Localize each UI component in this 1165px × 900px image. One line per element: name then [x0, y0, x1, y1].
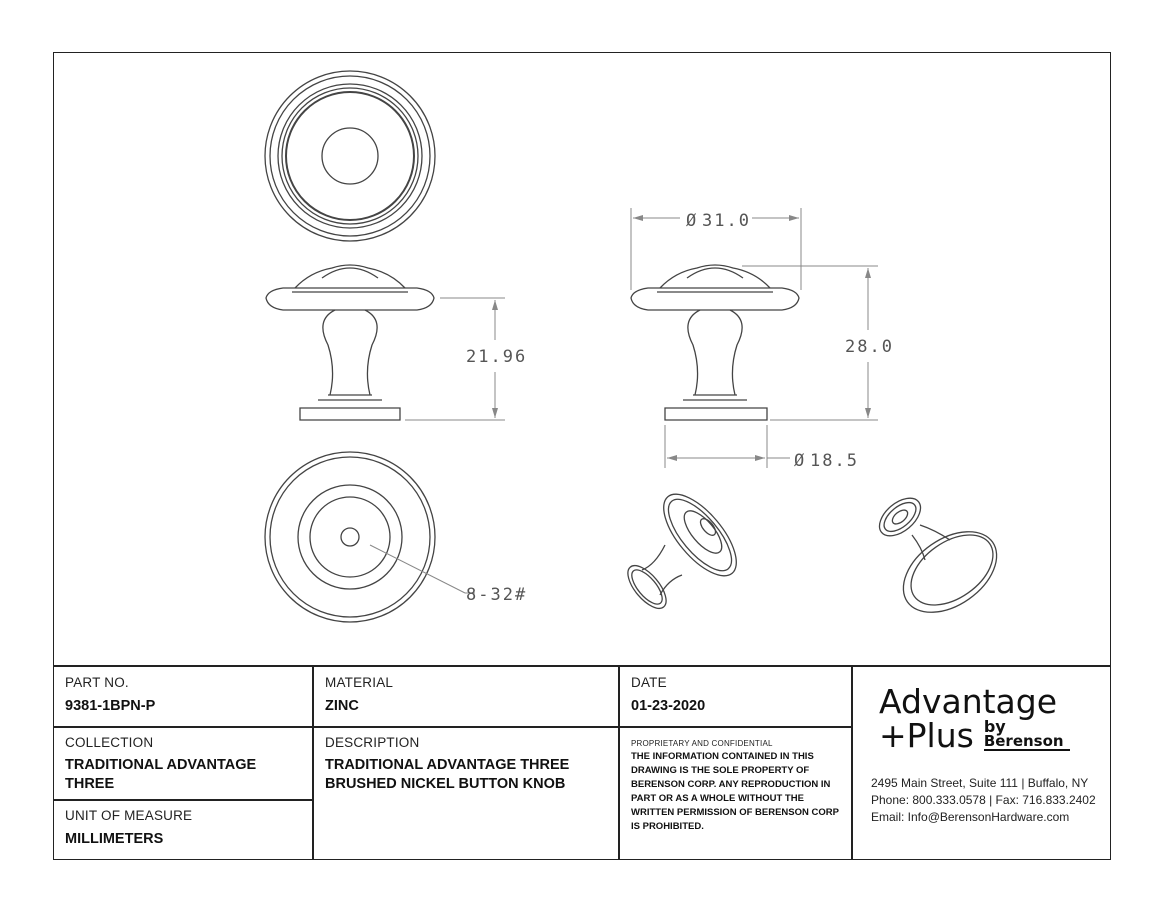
collection-cell — [65, 735, 256, 792]
front-view-left — [266, 265, 434, 420]
description-value-line2: BRUSHED NICKEL BUTTON KNOB — [325, 776, 566, 792]
proprietary-text: THE INFORMATION CONTAINED IN THIS DRAWING IS THE SOLE PROPERTY OF BERENSON CORP. ANY REPRODUCTION IN PART OR AS A WHOLE WITHOUT THE WRITTEN PERMISSION OF BERENSON CORP IS PROHIBITED. — [631, 751, 839, 832]
dim-label-thread: 8-32# — [466, 585, 528, 605]
description-value-line1: TRADITIONAL ADVANTAGE THREE — [325, 757, 570, 773]
part-no-cell — [65, 675, 155, 714]
proprietary-cell — [631, 739, 846, 834]
svg-text:Ø: Ø — [686, 211, 699, 231]
material-label: MATERIAL — [325, 675, 394, 690]
logo-line2-row — [879, 716, 1104, 755]
company-logo — [879, 682, 1104, 755]
proprietary-heading: PROPRIETARY AND CONFIDENTIAL — [631, 739, 773, 748]
contact-phone: Phone: 800.333.0578 | Fax: 716.833.2402 — [871, 793, 1096, 807]
svg-text:Ø: Ø — [794, 451, 807, 471]
title-block — [53, 665, 1111, 860]
contact-email: Email: Info@BerensonHardware.com — [871, 810, 1070, 824]
iso-view-front — [621, 483, 749, 615]
logo-by: by — [983, 717, 1006, 736]
logo-line2: +Plus — [879, 716, 974, 755]
collection-label: COLLECTION — [65, 735, 154, 750]
dim-label-height-total: 28.0 — [845, 337, 894, 357]
dim-height-base — [405, 298, 527, 420]
part-no-label: PART NO. — [65, 675, 129, 690]
bottom-view — [265, 452, 475, 622]
dim-height-total — [742, 266, 894, 420]
contact-address: 2495 Main Street, Suite 111 | Buffalo, NY — [871, 776, 1089, 790]
material-value: ZINC — [325, 698, 359, 714]
dim-dia-base — [665, 425, 859, 471]
logo-line1: Advantage — [879, 682, 1058, 721]
collection-value-line1: TRADITIONAL ADVANTAGE — [65, 757, 257, 773]
uom-value: MILLIMETERS — [65, 831, 164, 847]
material-cell — [325, 675, 393, 714]
dim-dia-head — [631, 208, 801, 290]
logo-brand: Berenson — [984, 734, 1070, 751]
collection-value-line2: THREE — [65, 776, 115, 792]
top-view — [265, 71, 435, 241]
contact-info — [871, 775, 1106, 826]
dim-label-dia-head: 31.0 — [702, 211, 751, 231]
logo-by-berenson — [984, 719, 1070, 751]
date-label: DATE — [631, 675, 667, 690]
description-label: DESCRIPTION — [325, 735, 420, 750]
uom-label: UNIT OF MEASURE — [65, 808, 193, 823]
date-cell — [631, 675, 705, 714]
front-view-right — [631, 265, 799, 420]
dim-label-height-base: 21.96 — [466, 347, 528, 367]
description-cell — [325, 735, 569, 792]
dim-label-dia-base: 18.5 — [810, 451, 859, 471]
iso-view-back — [873, 491, 1012, 629]
part-no-value: 9381-1BPN-P — [65, 698, 156, 714]
date-value: 01-23-2020 — [631, 698, 706, 714]
uom-cell — [65, 808, 192, 847]
